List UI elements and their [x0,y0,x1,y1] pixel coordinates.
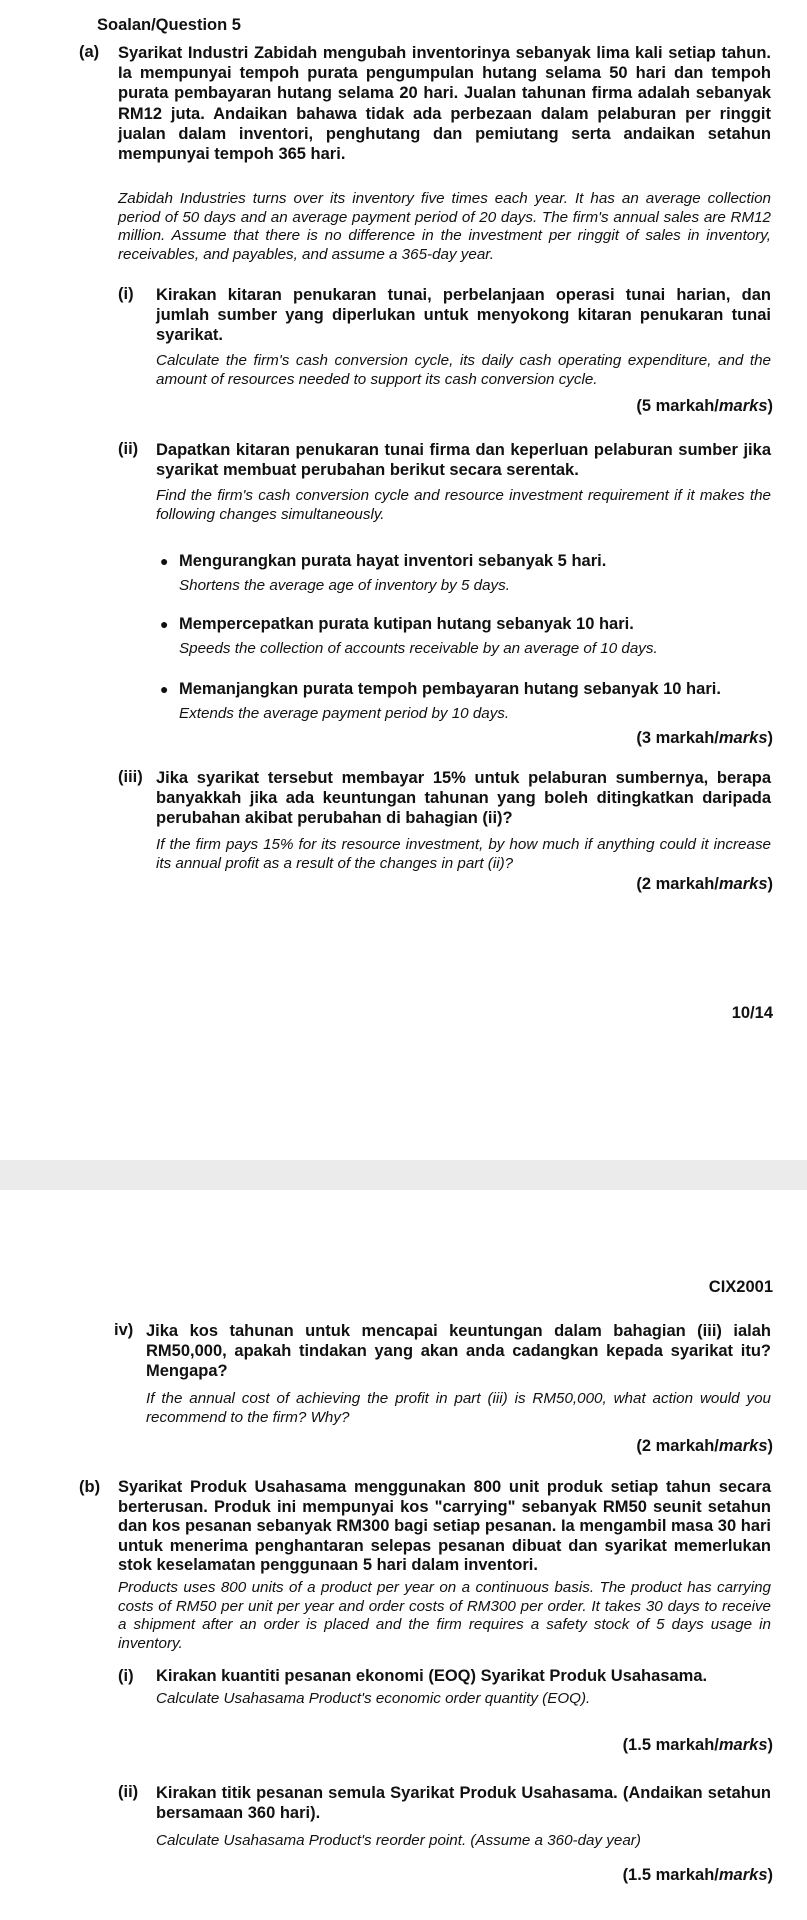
part-b-i-marks: (1.5 markah/marks) [622,1736,773,1754]
part-a-ii-label: (ii) [118,440,139,458]
part-a-iii-malay: Jika syarikat tersebut membayar 15% untuk pelaburan sumbernya, berapa banyakkah jika ada keuntungan tahunan yang boleh ditingkatkan daripada perubahan akibat perubahan di bahagian (ii)? [156,769,771,828]
part-b-i-malay: Kirakan kuantiti pesanan ekonomi (EOQ) Syarikat Produk Usahasama. [156,1667,708,1685]
page-sheet-2 [0,1190,807,1920]
part-b-malay: Syarikat Produk Usahasama menggunakan 800 unit produk setiap tahun secara berterusan. Produk ini mempunyai kos "carrying" sebanyak RM50 seunit setahun dan kos pesanan sebanyak RM300 bagi setiap pesanan. Ia mengambil masa 30 hari untuk menerima penghantaran selepas pesanan dibuat dan syarikat memerlukan stok keselamatan penggunaan 5 hari dalam inventori. [118,1478,771,1575]
question-title: Soalan/Question 5 [97,16,241,34]
part-a-label: (a) [79,43,100,61]
course-code: CIX2001 [708,1278,773,1296]
part-b-ii-label: (ii) [118,1783,139,1801]
part-a-ii-malay: Dapatkan kitaran penukaran tunai firma dan keperluan pelaburan sumber jika syarikat membuat perubahan berikut secara serentak. [156,441,771,480]
bullet-icon: ● [160,553,169,569]
page-divider [0,1160,807,1190]
part-a-iii-label: (iii) [118,768,143,786]
bullet-3-malay: Memanjangkan purata tempoh pembayaran hutang sebanyak 10 hari. [179,680,721,698]
bullet-2-malay: Mempercepatkan purata kutipan hutang sebanyak 10 hari. [179,615,634,633]
part-a-iii-marks: (2 markah/marks) [636,875,773,893]
part-b-label: (b) [79,1478,101,1496]
part-b-english: Products uses 800 units of a product per year on a continuous basis. The product has carrying costs of RM50 per unit per year and order costs of RM300 per order. It takes 30 days to receive a shipment after an order is placed and the firm requires a safety stock of 5 days usage in inventory. [118,1579,771,1652]
part-b-i-label: (i) [118,1667,134,1685]
part-a-malay: Syarikat Industri Zabidah mengubah inventorinya sebanyak lima kali setiap tahun. Ia mempunyai tempoh purata pengumpulan hutang selama 50 hari dan tempoh purata pembayaran hutang selama 20 hari. Jualan tahunan firma adalah sebanyak RM12 juta. Andaikan bahawa tidak ada perbezaan dalam pelaburan per ringgit jualan dalam inventori, penghutang dan pemiutang serta andaikan setahun mempunyai tempoh 365 hari. [118,44,771,164]
part-b-i-english: Calculate Usahasama Product's economic order quantity (EOQ). [156,1690,591,1707]
bullet-icon: ● [160,616,169,632]
part-a-i-marks: (5 markah/marks) [636,397,773,415]
part-a-iv-malay: Jika kos tahunan untuk mencapai keuntungan dalam bahagian (iii) ialah RM50,000, apakah tindakan yang akan anda cadangkan kepada syarikat itu? Mengapa? [146,1322,771,1381]
part-a-iv-label: iv) [114,1321,134,1339]
part-a-ii-english: Find the firm's cash conversion cycle and resource investment requirement if it makes the following changes simultaneously. [156,487,771,523]
bullet-3-english: Extends the average payment period by 10 days. [179,705,510,722]
part-a-i-malay: Kirakan kitaran penukaran tunai, perbelanjaan operasi tunai harian, dan jumlah sumber yang diperlukan untuk menyokong kitaran penukaran tunai syarikat. [156,286,771,345]
part-a-iv-marks: (2 markah/marks) [636,1437,773,1455]
part-a-english: Zabidah Industries turns over its inventory five times each year. It has an average collection period of 50 days and an average payment period of 20 days. The firm's annual sales are RM12 million. Assume that there is no difference in the investment per ringgit of sales in inventory, receivables, and payables, and assume a 365-day year. [118,190,771,263]
part-a-iii-english: If the firm pays 15% for its resource investment, by how much if anything could it increase its annual profit as a result of the changes in part (ii)? [156,836,771,872]
part-a-ii-marks: (3 markah/marks) [636,729,773,747]
part-b-ii-malay: Kirakan titik pesanan semula Syarikat Produk Usahasama. (Andaikan setahun bersamaan 360 hari). [156,1784,771,1823]
part-a-i-label: (i) [118,285,134,303]
part-b-ii-marks: (1.5 markah/marks) [622,1866,773,1884]
part-b-ii-english: Calculate Usahasama Product's reorder point. (Assume a 360-day year) [156,1832,641,1849]
page-number: 10/14 [731,1004,773,1022]
bullet-2-english: Speeds the collection of accounts receivable by an average of 10 days. [179,640,658,657]
part-a-iv-english: If the annual cost of achieving the profit in part (iii) is RM50,000, what action would you recommend to the firm? Why? [146,1390,771,1426]
bullet-1-english: Shortens the average age of inventory by 5 days. [179,577,510,594]
part-a-i-english: Calculate the firm's cash conversion cycle, its daily cash operating expenditure, and the amount of resources needed to support its cash conversion cycle. [156,352,771,388]
bullet-1-malay: Mengurangkan purata hayat inventori sebanyak 5 hari. [179,552,607,570]
bullet-icon: ● [160,681,169,697]
